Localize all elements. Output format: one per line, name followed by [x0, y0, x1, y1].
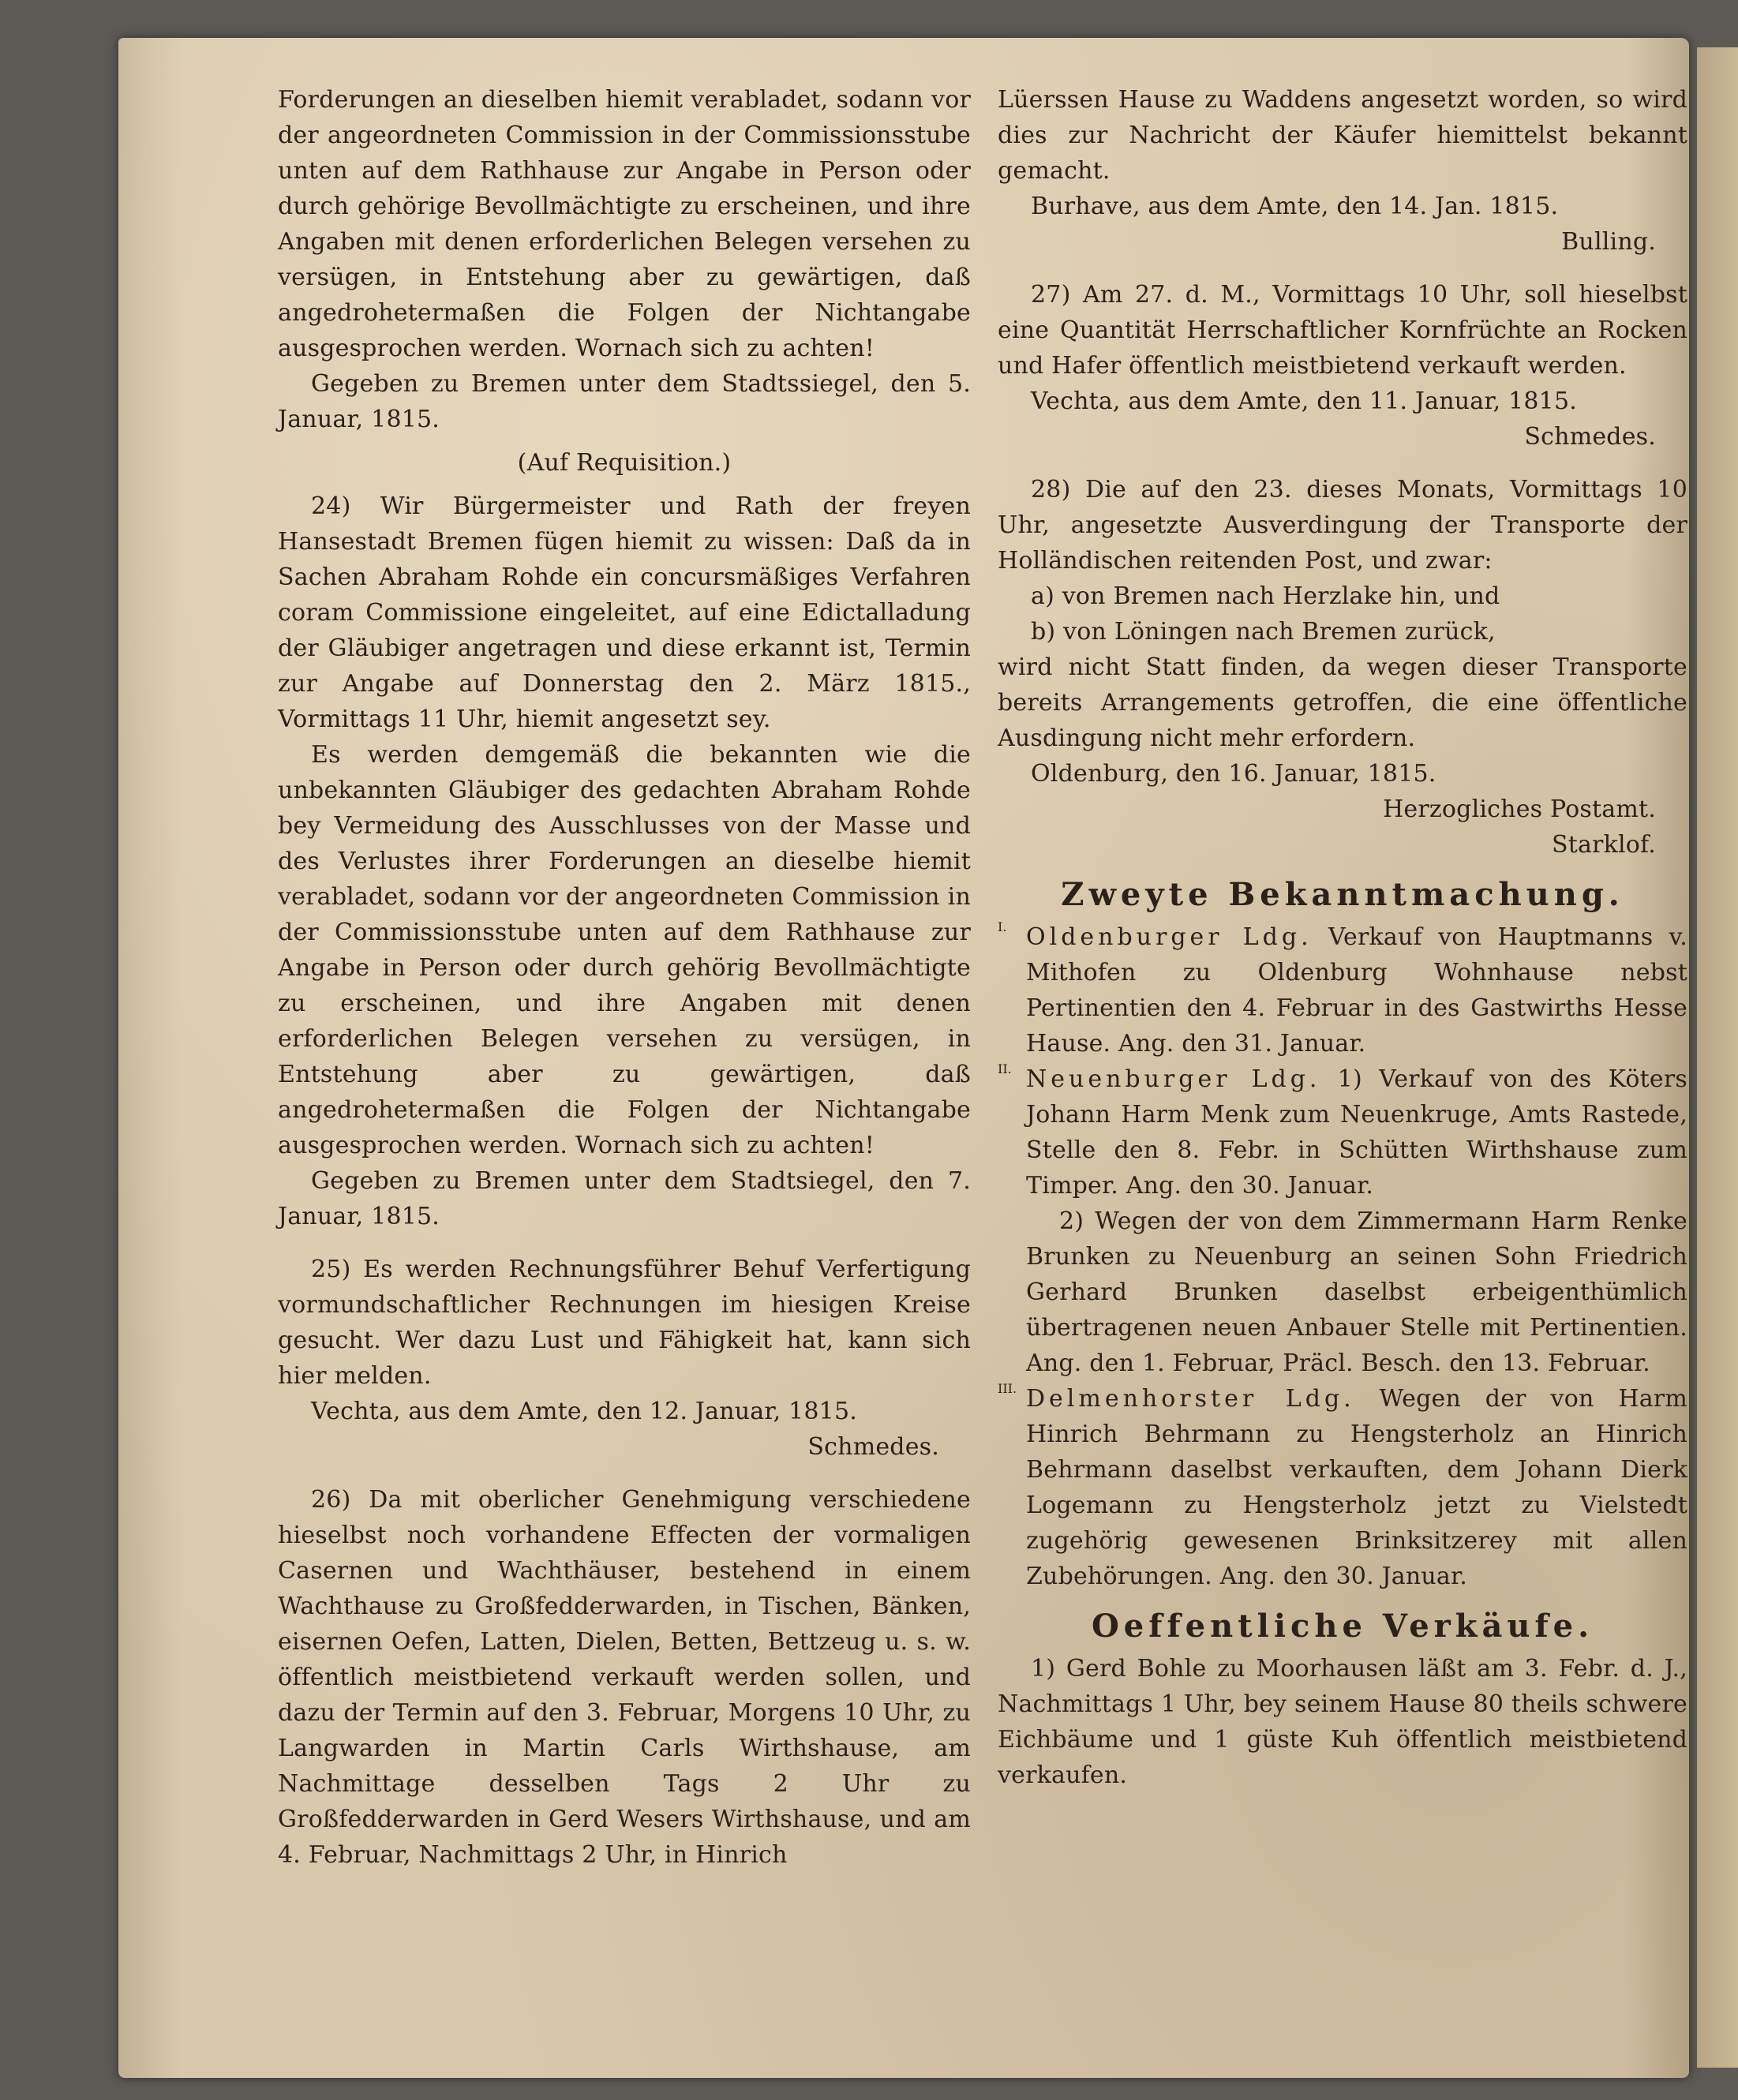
- section-3-first-entry: 1) Gerd Bohle zu Moorhausen läßt am 3. Febr. d. J., Nachmittags 1 Uhr, bey seinem Hause 80 theils schwere Eichbäume und 1 güste Kuh öffentlich meistbietend verkaufen.: [998, 1655, 1687, 1789]
- entry-text: Wegen der von Harm Hinrich Behrmann zu Hengsterholz an Hinrich Behrmann daselbst verkauften, dem Johann Dierk Logemann zu Hengsterholz jetzt zu Vielstedt zugehörig gewesenen Brinksitzerey mit allen Zubehörungen. Ang. den 30. Januar.: [1026, 1385, 1687, 1590]
- section-2-entry: [998, 1381, 1687, 1594]
- entry-numeral: I.: [998, 919, 1007, 934]
- notice-25: 25) Es werden Rechnungsführer Behuf Verfertigung vormundschaftlicher Rechnungen im hiesigen Kreise gesucht. Wer dazu Lust und Fähigkeit hat, kann sich hier melden.: [278, 1256, 971, 1390]
- section-heading-zweyte-bekanntmachung: Zweyte Bekanntmachung.: [1061, 876, 1624, 913]
- section-heading-oeffentliche-verkaeufe: Oeffentliche Verkäufe.: [1091, 1608, 1594, 1645]
- notice-24-para1: 24) Wir Bürgermeister und Rath der freyen Hansestadt Bremen fügen hiemit zu wissen: Daß da in Sachen Abraham Rohde ein concursmäßiges Verfahren coram Commissione eingeleitet, auf eine Edictalladung der Gläubiger angetragen und diese erkannt ist, Termin zur Angabe auf Donnerstag den 2. März 1815., Vormittags 11 Uhr, hiemit angesetzt sey.: [278, 492, 971, 733]
- notice-28-item-b: b) von Löningen nach Bremen zurück,: [1031, 618, 1496, 646]
- right-column: [998, 82, 1687, 1793]
- notice-27-signature: Schmedes.: [1524, 423, 1656, 451]
- notice-25-signature: Schmedes.: [807, 1433, 939, 1461]
- notice-27-place-date: Vechta, aus dem Amte, den 11. Januar, 1815.: [1031, 387, 1577, 415]
- notice-24-para2: Es werden demgemäß die bekannten wie die unbekannten Gläubiger des gedachten Abraham Rohde bey Vermeidung des Ausschlusses von der Masse und des Verlustes ihrer Forderungen an dieselbe hiemit verabladet, sodann vor der angeordneten Commission in der Commissionsstube unten auf dem Rathhause zur Angabe in Person oder durch gehörig Bevollmächtigte zu erscheinen, und ihre Angaben mit denen erforderlichen Belegen versehen zu versügen, in Entstehung aber zu gewärtigen, daß angedrohetermaßen die Folgen der Nichtangabe ausgesprochen werden. Wornach sich zu achten!: [278, 741, 971, 1159]
- entry-text-2: 2) Wegen der von dem Zimmermann Harm Renke Brunken zu Neuenburg an seinen Sohn Friedrich Gerhard Brunken daselbst erbeigenthümlich übertragenen neuen Anbauer Stelle mit Pertinentien. Ang. den 1. Februar, Präcl. Besch. den 13. Februar.: [1026, 1207, 1687, 1377]
- entry-text: Verkauf von Hauptmanns v. Mithofen zu Oldenburg Wohnhause nebst Pertinentien den 4. Februar in des Gastwirths Hesse Hause. Ang. den 31. Januar.: [1026, 923, 1687, 1057]
- notice-28-signature: Starklof.: [1551, 831, 1656, 859]
- notice-26-signature: Bulling.: [1561, 228, 1656, 256]
- notice-28-item-a: a) von Bremen nach Herzlake hin, und: [1031, 582, 1500, 610]
- notice-26: 26) Da mit oberlicher Genehmigung verschiedene hieselbst noch vorhandene Effecten der vormaligen Casernen und Wachthäuser, bestehend in einem Wachthause zu Großfedderwarden, in Tischen, Bänken, eisernen Oefen, Latten, Dielen, Betten, Bettzeug u. s. w. öffentlich meistbietend verkauft werden sollen, und dazu der Termin auf den 3. Februar, Morgens 10 Uhr, zu Langwarden in Martin Carls Wirthshause, am Nachmittage desselben Tags 2 Uhr zu Großfedderwarden in Gerd Wesers Wirthshause, und am 4. Februar, Nachmittags 2 Uhr, in Hinrich: [278, 1486, 971, 1869]
- notice-a-continued: Forderungen an dieselben hiemit verabladet, sodann vor der angeordneten Commission in der Commissionsstube unten auf dem Rathhause zur Angabe in Person oder durch gehörige Bevollmächtigte zu erscheinen, und ihre Angaben mit denen erforderlichen Belegen versehen zu versügen, in Entstehung aber zu gewärtigen, daß angedrohetermaßen die Folgen der Nichtangabe ausgesprochen werden. Wornach sich zu achten!: [278, 86, 971, 362]
- adjacent-page-edge: [1697, 47, 1738, 2068]
- notice-28-place-date: Oldenburg, den 16. Januar, 1815.: [1031, 760, 1436, 788]
- notice-a-signoff: Gegeben zu Bremen unter dem Stadtssiegel, den 5. Januar, 1815.: [278, 370, 971, 433]
- entry-text: 1) Verkauf von des Köters Johann Harm Menk zum Neuenkruge, Amts Rastede, Stelle den 8. Febr. in Schütten Wirthshause zum Timper. Ang. den 30. Januar.: [1026, 1065, 1687, 1200]
- left-column: [278, 82, 971, 1873]
- notice-28-office: Herzogliches Postamt.: [1383, 795, 1656, 823]
- requisition-label: (Auf Requisition.): [517, 449, 732, 477]
- section-2-entry: [998, 919, 1687, 1061]
- section-2-entry: [998, 1061, 1687, 1381]
- entry-numeral: III.: [998, 1381, 1017, 1396]
- notice-27: 27) Am 27. d. M., Vormittags 10 Uhr, soll hieselbst eine Quantität Herrschaftlicher Kornfrüchte an Rocken und Hafer öffentlich meistbietend verkauft werden.: [998, 281, 1687, 380]
- notice-25-place-date: Vechta, aus dem Amte, den 12. Januar, 1815.: [311, 1398, 857, 1425]
- notice-28-rest: wird nicht Statt finden, da wegen dieser Transporte bereits Arrangements getroffen, die eine öffentliche Ausdingung nicht mehr erfordern.: [998, 653, 1687, 752]
- entry-district: Oldenburger Ldg.: [1026, 923, 1313, 951]
- notice-26-place-date: Burhave, aus dem Amte, den 14. Jan. 1815.: [1031, 193, 1559, 220]
- entry-district: Neuenburger Ldg.: [1026, 1065, 1321, 1093]
- notice-26-continued: Lüerssen Hause zu Waddens angesetzt worden, so wird dies zur Nachricht der Käufer hiemittelst bekannt gemacht.: [998, 86, 1687, 185]
- notice-24-signoff: Gegeben zu Bremen unter dem Stadtsiegel, den 7. Januar, 1815.: [278, 1167, 971, 1230]
- notice-28-intro: 28) Die auf den 23. dieses Monats, Vormittags 10 Uhr, angesetzte Ausverdingung der Transporte der Holländischen reitenden Post, und zwar:: [998, 476, 1687, 575]
- entry-district: Delmenhorster Ldg.: [1026, 1385, 1355, 1413]
- entry-numeral: II.: [998, 1061, 1012, 1076]
